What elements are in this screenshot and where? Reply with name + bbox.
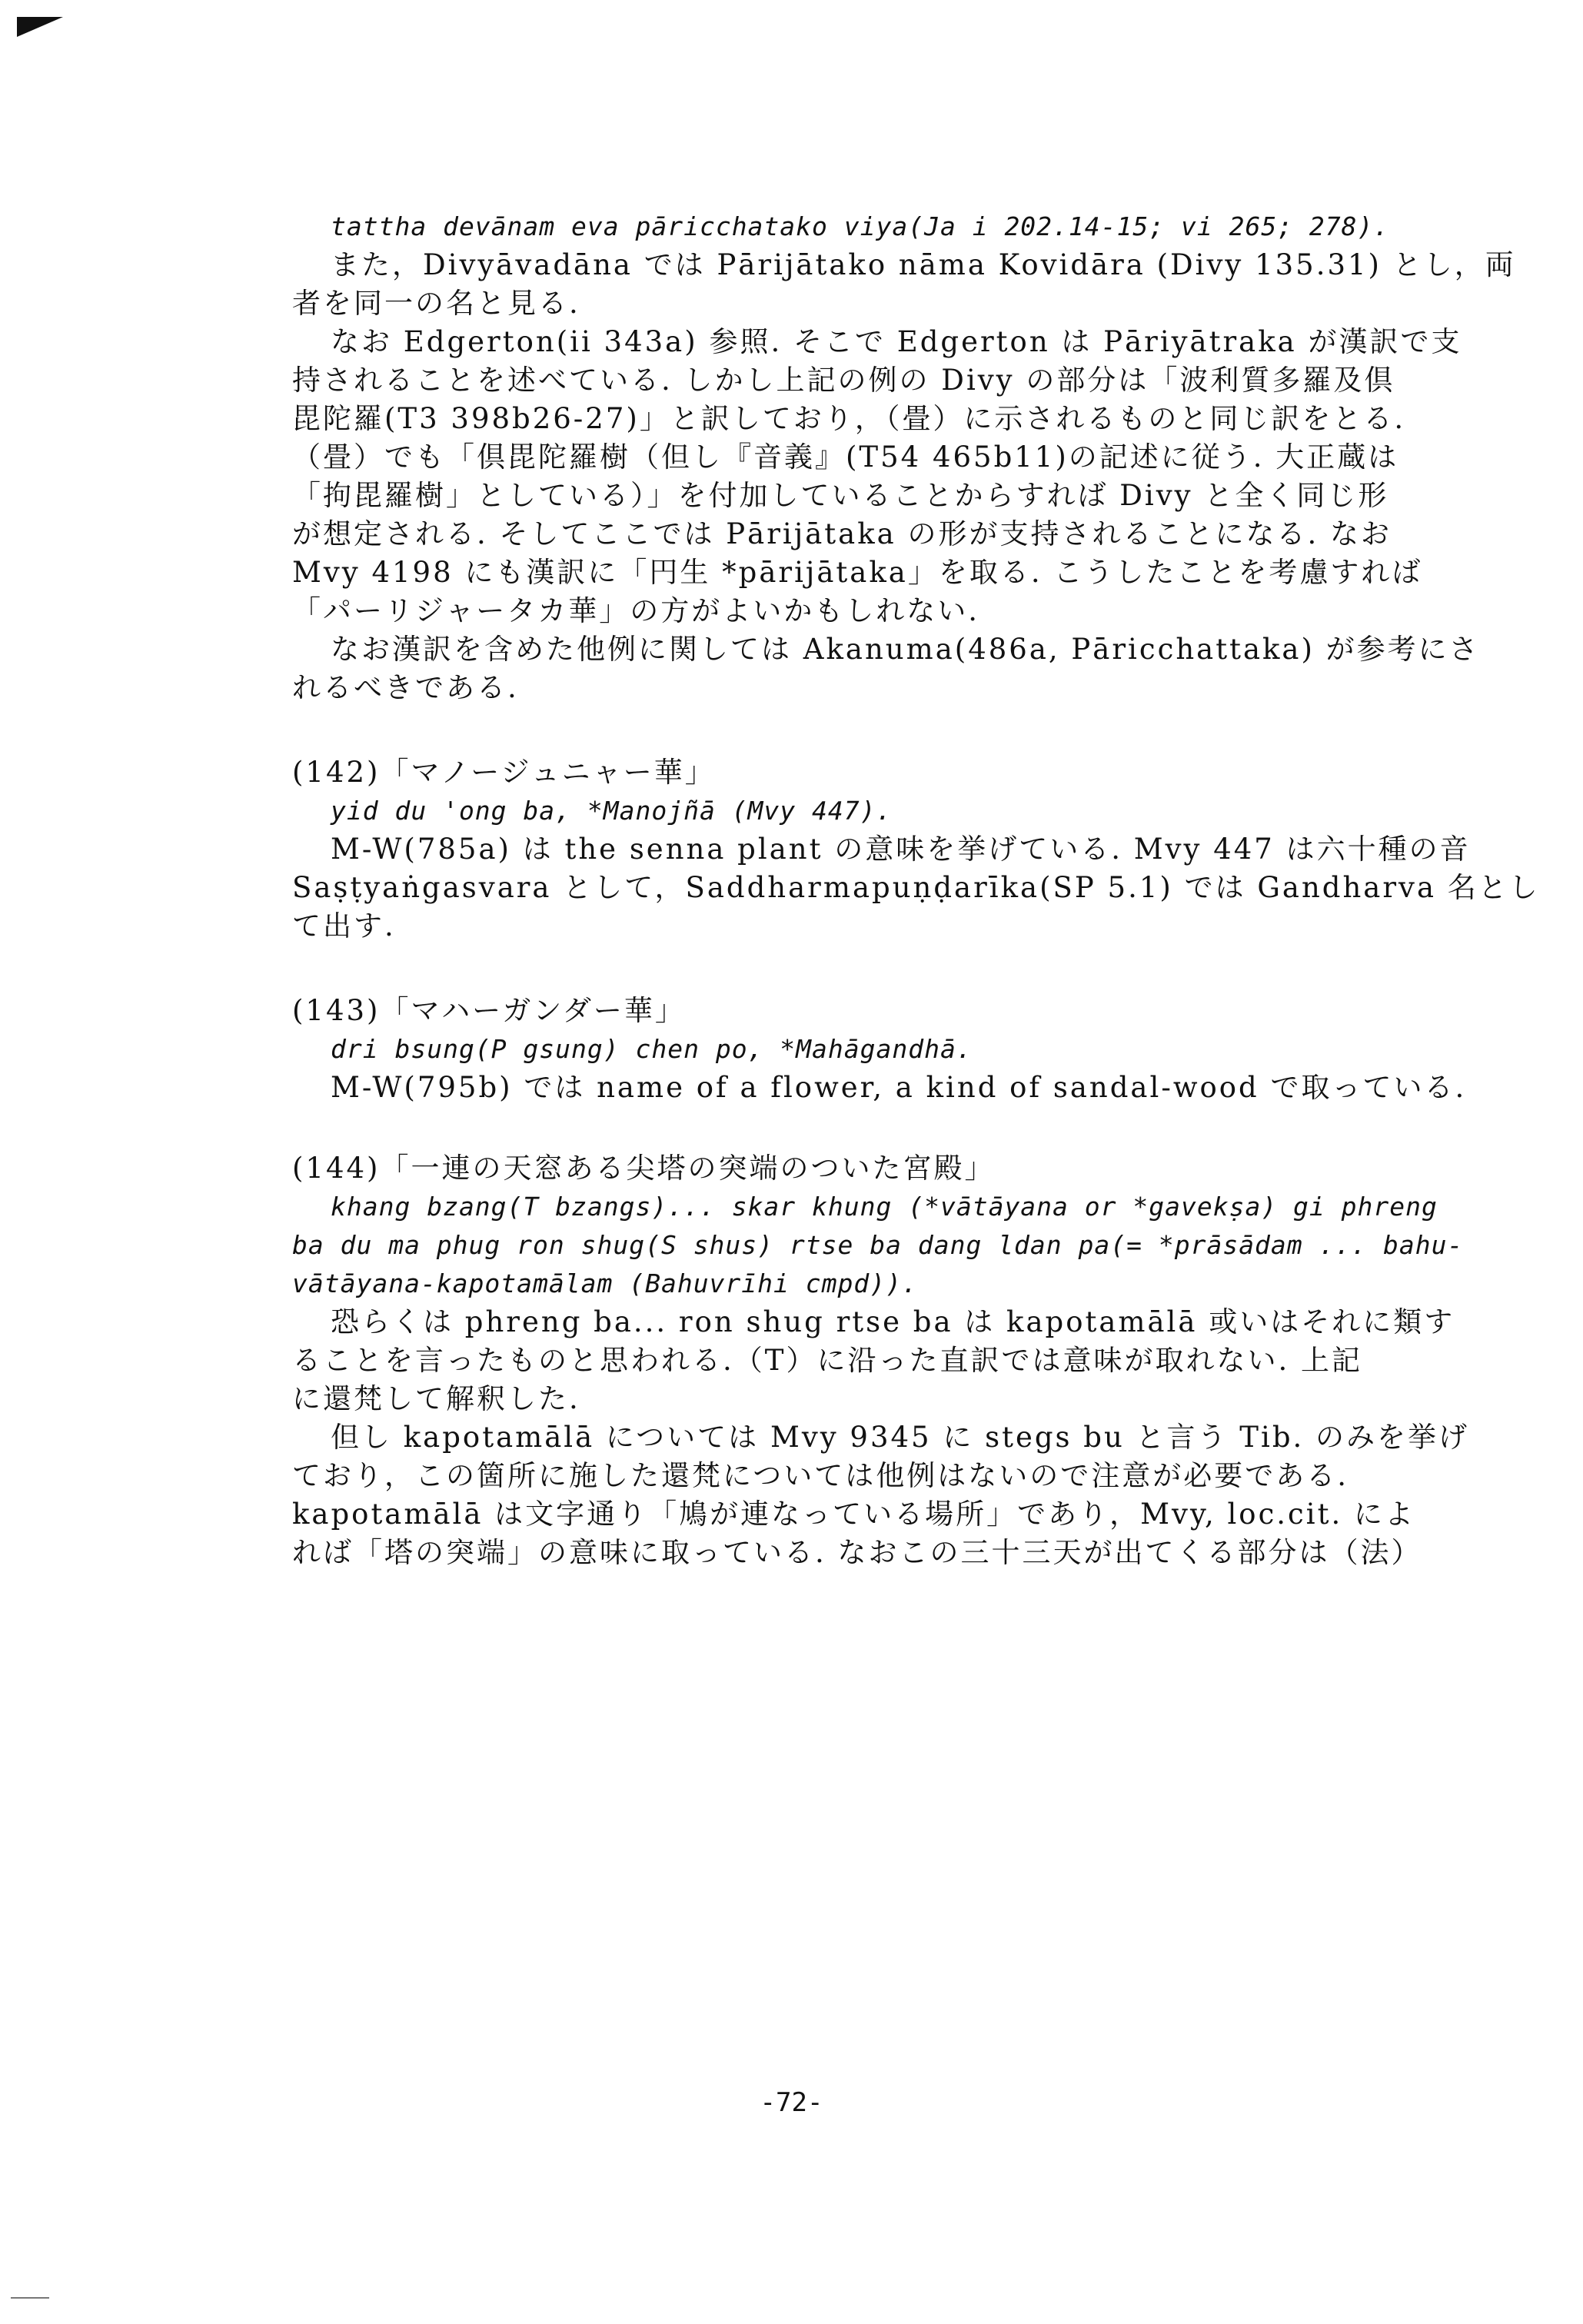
entry-heading: (143)「マハーガンダー華」 [292,994,686,1027]
text-line: Saṣṭyaṅgasvara として，Saddharmapuṇḍarīka(SP 5.1) では Gandharva 名とし [292,871,1540,904]
scan-corner-mark [17,17,63,37]
text-line: れるべきである. [292,671,519,704]
text-line: に還梵して解釈した. [292,1382,580,1415]
text-line: tattha devānam eva pāricchatako viya(Ja i 202.14-15; vi 265; 278). [331,211,1390,241]
text-line: れば「塔の突端」の意味に取っている. なおこの三十三天が出てくる部分は（法） [292,1536,1422,1569]
text-line: yid du 'ong ba, *Manojñā (Mvy 447). [331,796,893,826]
text-line: が想定される. そしてここでは Pārijātaka の形が支持されることになる. なお [292,517,1392,550]
text-line: また，Divyāvadāna では Pārijātako nāma Kovidāra (Divy 135.31) とし，両 [331,248,1516,281]
text-line: なお漢訳を含めた他例に関しては Akanuma(486a, Pāricchattaka) が参考にさ [331,633,1480,666]
entry-heading: (142)「マノージュニャー華」 [292,756,716,789]
text-line: 但し kapotamālā については Mvy 9345 に stegs bu と言う Tib. のみを挙げ [331,1421,1470,1454]
text-line: M-W(785a) は the senna plant の意味を挙げている. Mvy 447 は六十種の音 [331,833,1471,866]
paragraph-block-intro [292,208,1516,707]
text-line: て出す. [292,909,396,943]
text-line: なお Edgerton(ii 343a) 参照. そこで Edgerton は Pāriyātraka が漢訳で支 [331,325,1462,358]
text-line: ることを言ったものと思われる.（T）に沿った直訳では意味が取れない. 上記 [292,1344,1362,1377]
text-line: M-W(795b) では name of a flower, a kind of sandal-wood で取っている. [331,1071,1467,1104]
text-line: 「拘毘羅樹」としている）」を付加していることからすれば Divy と全く同じ形 [292,479,1389,512]
text-line: ており，この箇所に施した還梵については他例はないので注意が必要である. [292,1459,1349,1492]
text-line: khang bzang(T bzangs)... skar khung (*vātāyana or *gavekṣa) gi phreng [331,1192,1438,1222]
text-line: 恐らくは phreng ba... ron shug rtse ba は kapotamālā 或いはそれに類す [331,1305,1455,1338]
text-line: ba du ma phug ron shug(S shus) rtse ba dang ldan pa(= *prāsādam ... bahu- [292,1230,1464,1260]
text-line: Mvy 4198 にも漢訳に「円生 *pārijātaka」を取る. こうしたことを考慮すれば [292,556,1423,589]
scan-edge-mark [11,2297,49,2299]
text-line: 毘陀羅(T3 398b26-27)」と訳しており，（畳）に示されるものと同じ訳をとる. [292,402,1406,435]
text-line: vātāyana-kapotamālam (Bahuvrīhi cmpd)). [292,1268,918,1298]
entry-heading: (144)「一連の天窓ある尖塔の突端のついた宮殿」 [292,1152,996,1185]
text-line: 「パーリジャータカ華」の方がよいかもしれない. [292,594,980,627]
entry-144 [292,1149,1492,1572]
entry-143 [292,992,1492,1107]
document-body [292,208,1540,1572]
text-line: 持されることを述べている. しかし上記の例の Divy の部分は「波利質多羅及倶 [292,364,1395,397]
text-line: （畳）でも「倶毘陀羅樹（但し『音義』(T54 465b11)の記述に従う. 大正蔵は [292,441,1399,474]
entry-142 [292,753,1540,946]
text-line: dri bsung(P gsung) chen po, *Mahāgandhā. [331,1034,973,1064]
page-number: -72- [760,2087,823,2118]
text-line: kapotamālā は文字通り「鳩が連なっている場所」であり，Mvy, loc.cit. によ [292,1498,1416,1531]
text-line: 者を同一の名と見る. [292,287,580,320]
